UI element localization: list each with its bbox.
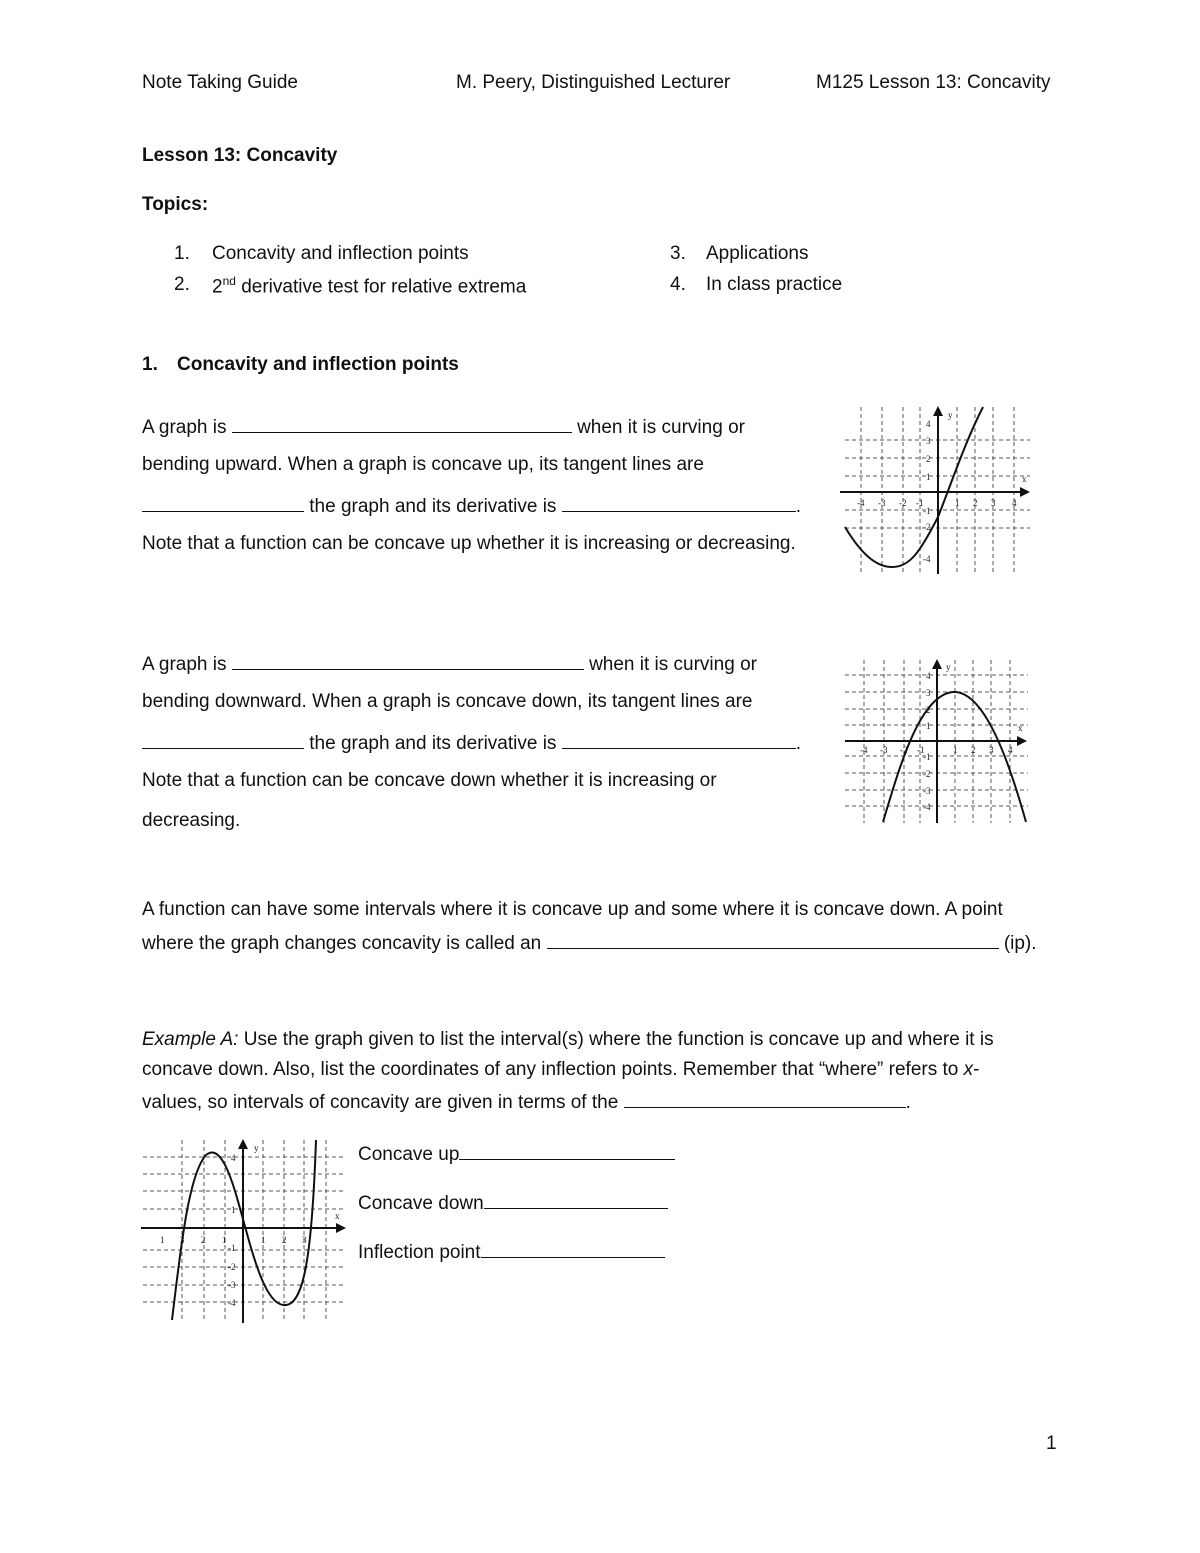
concave-up-blank[interactable] [232,414,572,433]
graph3-x-tick: 1 [222,1235,227,1245]
section-1-num: 1. [142,354,158,375]
graph2-y-tick: -4 [923,802,931,812]
topic-4: In class practice [706,274,843,295]
example-a-line-2: concave down. Also, list the coordinates of any inflection points. Remember that “where” refers to x- [142,1059,980,1080]
graph2-x-tick: 3 [989,745,994,755]
graph3-x-arrow [336,1223,346,1233]
example-a-line-1: Example A: Use the graph given to list the interval(s) where the function is concave up and where it is [142,1029,994,1050]
graph1-y-tick: -1 [923,506,931,516]
graph2-x-label: x [1018,723,1023,733]
graph3-x-tick: 1 [160,1235,165,1245]
topic-3-num: 3. [670,243,686,264]
terms-blank[interactable] [624,1089,906,1108]
concave-down-blank[interactable] [232,651,584,670]
graph2-y-tick: 4 [926,671,931,681]
graph3-x-tick: 2 [201,1235,206,1245]
graph2-x-tick: 4 [1008,745,1013,755]
topic-1: Concavity and inflection points [212,243,469,264]
graph3-x-label: x [335,1211,340,1221]
graph3-y-arrow [238,1139,248,1149]
graph1-x-tick: -2 [899,498,907,508]
concave-up-line-4: Note that a function can be concave up whether it is increasing or decreasing. [142,533,796,554]
topic-2: 2nd derivative test for relative extrema [212,274,527,298]
concave-up-line-2: bending upward. When a graph is concave up, its tangent lines are [142,454,704,475]
topic-3: Applications [706,243,809,264]
concave-up-line-3: the graph and its derivative is . [142,493,801,518]
graph1-x-tick: 4 [1012,498,1017,508]
inflection-point-answer: Inflection point [358,1239,665,1264]
graph3-y-label: y [254,1143,259,1153]
graph1-x-tick: 1 [955,498,960,508]
graph2-x-tick: 1 [953,745,958,755]
graph3-y-tick: -3 [228,1280,236,1290]
graph2-x-tick: -3 [880,745,888,755]
graph2-y-tick: 1 [926,721,931,731]
graph1-x-tick: -1 [916,498,924,508]
graph3-x-tick: 1 [261,1235,266,1245]
graph2-x-tick: 2 [971,745,976,755]
concave-down-line-4: Note that a function can be concave down whether it is increasing or [142,770,717,791]
graph2-y-label: y [946,662,951,672]
graph3-y-tick: -1 [228,1243,236,1253]
example-a-label: Example A: [142,1029,239,1050]
graph1-x-label: x [1022,474,1027,484]
inflection-point-answer-blank[interactable] [481,1239,665,1258]
graph1-y-tick: -2 [923,522,931,532]
concave-down-graph [840,655,1040,827]
tangent-position-blank[interactable] [142,493,304,512]
graph2-x-tick: -1 [917,745,925,755]
graph2-x-arrow [1017,736,1027,746]
graph3-y-tick: -2 [228,1262,236,1272]
tangent-position-blank-2[interactable] [142,730,304,749]
graph2-y-tick: 3 [926,688,931,698]
graph1-y-tick: 4 [926,419,931,429]
header-left: Note Taking Guide [142,72,298,93]
graph2-y-tick: -1 [923,752,931,762]
concave-down-line-5: decreasing. [142,810,241,831]
graph2-y-arrow [932,659,942,669]
graph1-y-tick: 3 [926,436,931,446]
graph1-y-arrow [933,406,943,416]
concave-down-answer-blank[interactable] [484,1190,668,1209]
graph2-x-tick: -2 [900,745,908,755]
inflection-line-2: where the graph changes concavity is called an (ip). [142,930,1037,955]
example-a-graph [138,1135,350,1325]
graph3-x-tick: 3 [180,1235,185,1245]
graph1-x-tick: 3 [991,498,996,508]
graph2-x-tick: -4 [860,745,868,755]
graph1-x-tick: -3 [878,498,886,508]
graph1-x-tick: -4 [857,498,865,508]
graph1-x-tick: 2 [973,498,978,508]
inflection-blank[interactable] [547,930,999,949]
concave-up-line-1: A graph is when it is curving or [142,414,745,439]
graph1-x-arrow [1020,487,1030,497]
graph2-y-tick: -2 [923,769,931,779]
concave-down-answer: Concave down [358,1190,668,1215]
concave-up-answer-blank[interactable] [459,1141,675,1160]
graph1-y-label: y [948,410,953,420]
concave-down-line-2: bending downward. When a graph is concave down, its tangent lines are [142,691,753,712]
concave-down-line-1: A graph is when it is curving or [142,651,757,676]
section-1-title: Concavity and inflection points [177,354,459,375]
graph1-y-tick: 2 [926,454,931,464]
concave-up-answer: Concave up [358,1141,675,1166]
page-number: 1 [1046,1433,1057,1454]
graph2-y-tick: -3 [923,786,931,796]
concave-down-line-3: the graph and its derivative is . [142,730,801,755]
inflection-line-1: A function can have some intervals where it is concave up and some where it is concave down. A point [142,899,1003,920]
concave-up-curve [845,407,983,567]
graph1-y-tick: -4 [923,554,931,564]
lesson-title: Lesson 13: Concavity [142,145,338,166]
header-right: M125 Lesson 13: Concavity [816,72,1051,93]
graph3-y-tick: 4 [231,1153,236,1163]
derivative-blank-2[interactable] [562,730,796,749]
example-a-line-3: values, so intervals of concavity are given in terms of the . [142,1089,911,1114]
graph3-y-tick: 1 [231,1205,236,1215]
graph2-y-tick: 2 [926,705,931,715]
derivative-blank[interactable] [562,493,796,512]
graph3-x-tick: 3 [302,1235,307,1245]
graph1-y-tick: 1 [926,472,931,482]
topic-2-num: 2. [174,274,190,295]
graph3-y-tick: -4 [228,1298,236,1308]
topics-label: Topics: [142,194,209,215]
concave-up-graph [840,402,1040,578]
header-center: M. Peery, Distinguished Lecturer [456,72,731,93]
topic-1-num: 1. [174,243,190,264]
topic-4-num: 4. [670,274,686,295]
graph3-x-tick: 2 [282,1235,287,1245]
